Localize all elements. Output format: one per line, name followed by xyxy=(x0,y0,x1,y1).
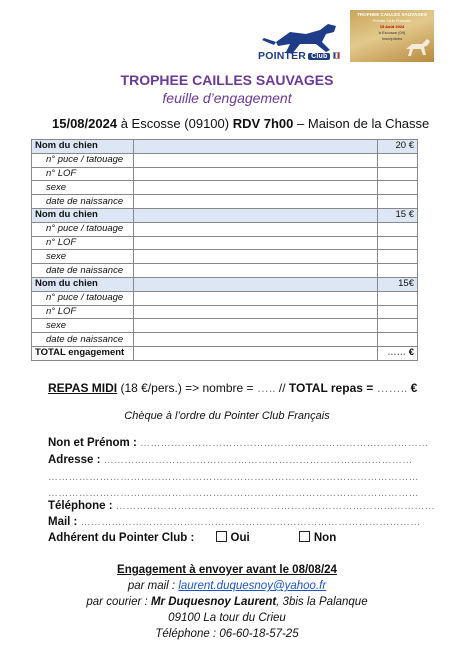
table-row xyxy=(32,181,418,195)
table-row xyxy=(32,250,418,264)
event-details: 15/08/2024 à Escosse (09100) RDV 7h00 – Maison de la Chasse xyxy=(52,116,430,131)
post-name: Mr Duquesnoy Laurent xyxy=(150,596,277,608)
dog-name-field[interactable] xyxy=(133,208,377,222)
table-row xyxy=(32,333,418,347)
member-yes-label: Oui xyxy=(230,532,250,544)
field-label: n° LOF xyxy=(32,167,134,181)
poster-line: Inscriptions xyxy=(381,36,403,41)
member-no-checkbox[interactable] xyxy=(299,531,310,542)
address-field[interactable]: Adresse : ……………………………………………………………………………… xyxy=(48,454,413,466)
member-question: Adhérent du Pointer Club : Oui Non xyxy=(48,532,337,544)
field-input[interactable] xyxy=(133,181,377,195)
field-label: n° puce / tatouage xyxy=(32,222,134,236)
table-row xyxy=(32,153,418,167)
dog-header-row xyxy=(32,140,418,154)
field-input[interactable] xyxy=(133,236,377,250)
table-row xyxy=(32,195,418,209)
table-row xyxy=(32,319,418,333)
address-line-2[interactable]: ……………………………………………………………………………………………… xyxy=(48,472,419,483)
cheque-note: Chèque à l’ordre du Pointer Club Français xyxy=(124,410,330,422)
logo-wordmark: POINTER Club xyxy=(258,50,340,62)
mail-line: par mail : laurent.duquesnoy@yahoo.fr xyxy=(127,580,327,592)
poster-line: à Escosse (09) xyxy=(378,30,406,35)
deadline-title: Engagement à envoyer avant le 08/08/24 xyxy=(117,564,337,576)
field-extra[interactable] xyxy=(378,250,418,264)
address-line-3[interactable]: ……………………………………………………………………………………………… xyxy=(48,488,419,499)
field-extra[interactable] xyxy=(378,181,418,195)
lunch-line: REPAS MIDI (18 €/pers.) => nombre = ….. // TOTAL repas = …….. € xyxy=(48,381,418,395)
field-label: sexe xyxy=(32,319,134,333)
field-extra[interactable] xyxy=(378,264,418,278)
field-label: n° LOF xyxy=(32,236,134,250)
field-extra[interactable] xyxy=(378,236,418,250)
dog-name-label: Nom du chien xyxy=(32,208,134,222)
dog-header-row xyxy=(32,208,418,222)
field-input[interactable] xyxy=(133,305,377,319)
field-extra[interactable] xyxy=(378,291,418,305)
total-value[interactable] xyxy=(378,346,418,360)
contact-phone: Téléphone : 06-60-18-57-25 xyxy=(155,628,299,640)
poster-line: TROPHEE CAILLES SAUVAGES xyxy=(357,12,427,17)
lunch-total-field[interactable]: …….. xyxy=(376,381,408,395)
total-label: TOTAL engagement xyxy=(32,346,134,360)
field-extra[interactable] xyxy=(378,222,418,236)
field-extra[interactable] xyxy=(378,167,418,181)
dog-name-label: Nom du chien xyxy=(32,277,134,291)
field-label: sexe xyxy=(32,250,134,264)
mail-field[interactable]: Mail : ……………………………………………………………………………………… xyxy=(48,516,421,528)
post-city: 09100 La tour du Crieu xyxy=(168,612,286,624)
field-label: date de naissance xyxy=(32,195,134,209)
field-input[interactable] xyxy=(133,195,377,209)
field-label: n° puce / tatouage xyxy=(32,291,134,305)
field-extra[interactable] xyxy=(378,319,418,333)
phone-field[interactable]: Téléphone : ………………………………………………………………………………… xyxy=(48,500,436,512)
dog-price: 20 € xyxy=(378,140,418,154)
field-extra[interactable] xyxy=(378,153,418,167)
dog-price: 15 € xyxy=(378,208,418,222)
field-input[interactable] xyxy=(133,264,377,278)
dog-name-field[interactable] xyxy=(133,140,377,154)
pointer-dog-icon xyxy=(402,35,432,59)
table-row xyxy=(32,291,418,305)
name-field[interactable]: Non et Prénom : ………………………………………………………………………… xyxy=(48,437,429,449)
dog-price: 15€ xyxy=(378,277,418,291)
document-subtitle: feuille d’engagement xyxy=(162,90,292,106)
field-input[interactable] xyxy=(133,333,377,347)
member-yes-checkbox[interactable] xyxy=(216,531,227,542)
table-row xyxy=(32,167,418,181)
field-extra[interactable] xyxy=(378,333,418,347)
email-link[interactable]: laurent.duquesnoy@yahoo.fr xyxy=(178,580,327,592)
event-poster xyxy=(350,10,434,62)
table-row xyxy=(32,222,418,236)
total-row xyxy=(32,346,418,360)
table-row xyxy=(32,264,418,278)
lunch-label: REPAS MIDI xyxy=(48,381,118,395)
field-label: sexe xyxy=(32,181,134,195)
table-row xyxy=(32,305,418,319)
field-input[interactable] xyxy=(133,222,377,236)
field-extra[interactable] xyxy=(378,195,418,209)
field-label: n° puce / tatouage xyxy=(32,153,134,167)
total-currency: € xyxy=(408,347,414,359)
dog-header-row xyxy=(32,277,418,291)
post-line: par courier : Mr Duquesnoy Laurent, 3bis la Palanque xyxy=(86,596,368,608)
document-title: TROPHEE CAILLES SAUVAGES xyxy=(120,72,334,88)
field-input[interactable] xyxy=(133,153,377,167)
field-input[interactable] xyxy=(133,319,377,333)
poster-line: 15 Août 2024 xyxy=(379,24,405,29)
field-input[interactable] xyxy=(133,291,377,305)
field-input[interactable] xyxy=(133,250,377,264)
dog-name-field[interactable] xyxy=(133,277,377,291)
field-label: n° LOF xyxy=(32,305,134,319)
table-row xyxy=(32,236,418,250)
member-no-label: Non xyxy=(313,532,337,544)
french-flag-icon xyxy=(333,52,340,59)
field-label: date de naissance xyxy=(32,333,134,347)
total-dots: …… xyxy=(387,347,407,359)
dog-registration-table xyxy=(31,139,418,361)
field-extra[interactable] xyxy=(378,305,418,319)
logo-club-badge: Club xyxy=(308,53,330,60)
field-input[interactable] xyxy=(133,167,377,181)
lunch-count-field[interactable]: ….. xyxy=(256,381,276,395)
total-blank xyxy=(133,346,377,360)
field-label: date de naissance xyxy=(32,264,134,278)
dog-name-label: Nom du chien xyxy=(32,140,134,154)
poster-line: Pointer Club Français xyxy=(372,18,412,23)
